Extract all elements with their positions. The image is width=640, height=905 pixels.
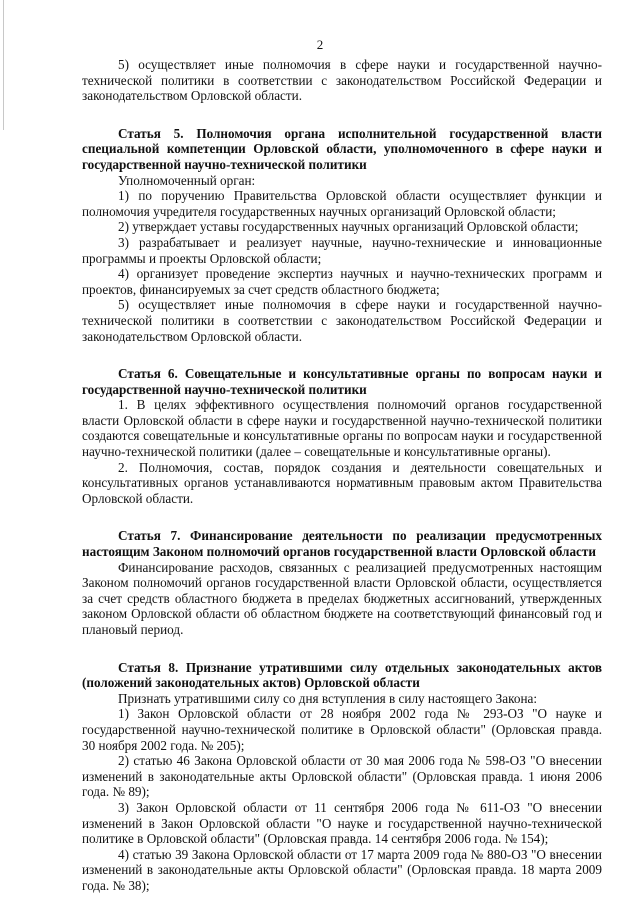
article-5-item: 4) организует проведение экспертиз научных и научно-технических программ и проектов, финансируемых за счет средств областного бюджета; <box>82 266 602 297</box>
article-8-item: 3) Закон Орловской области от 11 сентября 2006 года № 611-ОЗ "О внесении изменений в Закон Орловской области "О науке и государственной научно-технической политике в Орловской области" (Орловская правда. 14 сентября 2006 года. № 154); <box>82 799 602 847</box>
article-5-heading: Статья 5. Полномочия органа исполнительной государственной власти специальной компетенции Орловской области, уполномоченного в сфере науки и государственной научно-технической политики <box>82 125 602 172</box>
article-5-item: 3) разрабатывает и реализует научные, научно-технические и инновационные программы и проекты Орловской области; <box>82 234 602 266</box>
article-7-text: Финансирование расходов, связанных с реализацией предусмотренных настоящим Законом полномочий органов государственной власти Орловской области, осуществляется за счет средств областного бюджета в пределах бюджетных ассигнований, утвержденных законом Орловской области об областном бюджете на соответствующий финансовый год и плановый период. <box>82 559 602 637</box>
scan-edge-line <box>3 0 4 130</box>
article-8-item: 1) Закон Орловской области от 28 ноября 2002 года № 293-ОЗ "О науке и государственной научно-технической политике в Орловской области" (Орловская правда. 30 ноября 2002 года. № 205); <box>82 706 602 753</box>
article-7 <box>82 528 602 637</box>
article-6-item: 2. Полномочия, состав, порядок создания и деятельности совещательных и консультативных органов устанавливаются нормативным правовым актом Правительства Орловской области. <box>82 459 602 506</box>
article-5 <box>82 126 602 344</box>
article-8-heading: Статья 8. Признание утратившими силу отдельных законодательных актов (положений законодательных актов) Орловской области <box>82 659 602 691</box>
article-5-item: 5) осуществляет иные полномочия в сфере науки и государственной научно-технической политики в соответствии с законодательством Российской Федерации и законодательством Орловской области. <box>82 297 602 344</box>
article-8 <box>82 660 602 894</box>
document-body <box>82 57 602 894</box>
article-5-item: 1) по поручению Правительства Орловской области осуществляет функции и полномочия учредителя государственных научных организаций Орловской области; <box>82 188 602 219</box>
article-5-item: 2) утверждает уставы государственных научных организаций Орловской области; <box>118 219 579 235</box>
article-6-item: 1. В целях эффективного осуществления полномочий органов государственной власти Орловской области в сфере науки и государственной научно-технической политики создаются совещательные и консультативные органы по вопросам науки и государственной научно-технической политики (далее – совещательные и консультативные органы). <box>82 397 602 460</box>
article-6-heading: Статья 6. Совещательные и консультативные органы по вопросам науки и государственной научно-технической политики <box>82 366 602 397</box>
article-8-item: 2) статью 46 Закона Орловской области от 30 мая 2006 года № 598-ОЗ "О внесении изменений в законодательные акты Орловской области" (Орловская правда. 1 июня 2006 года. № 89); <box>82 753 602 800</box>
article-6 <box>82 366 602 506</box>
intro-item: 5) осуществляет иные полномочия в сфере науки и государственной научно-технической политики в соответствии с законодательством Российской Федерации и законодательством Орловской области. <box>82 57 602 104</box>
article-8-lead: Признать утратившими силу со дня вступления в силу настоящего Закона: <box>118 690 538 706</box>
article-8-item: 4) статью 39 Закона Орловской области от 17 марта 2009 года № 880-ОЗ "О внесении изменений в законодательные акты Орловской области" (Орловская правда. 18 марта 2009 года. № 38); <box>82 846 602 893</box>
page-number: 2 <box>316 37 324 52</box>
article-7-heading: Статья 7. Финансирование деятельности по реализации предусмотренных настоящим Законом полномочий органов государственной власти Орловской области <box>82 528 602 560</box>
article-5-lead: Уполномоченный орган: <box>118 172 256 188</box>
